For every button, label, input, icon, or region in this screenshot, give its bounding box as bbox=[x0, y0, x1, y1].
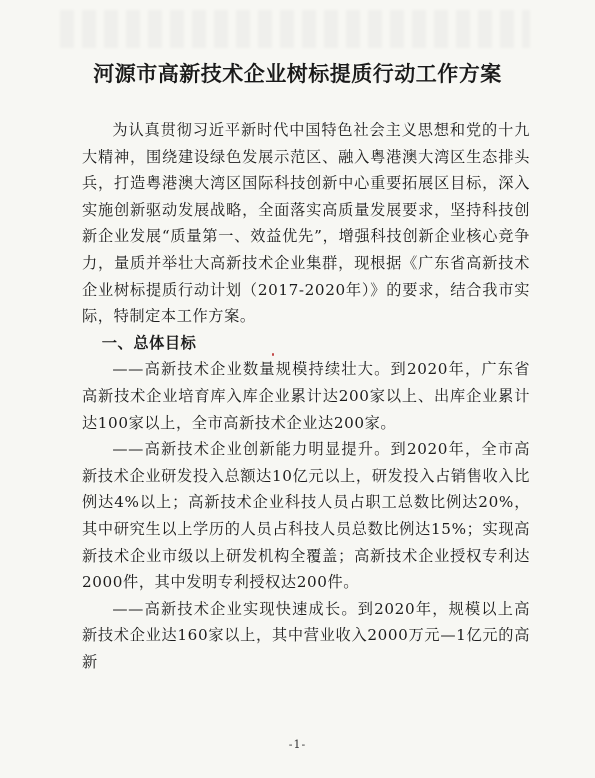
page-number: -1- bbox=[288, 738, 307, 751]
ink-mark bbox=[272, 353, 274, 356]
intro-paragraph: 为认真贯彻习近平新时代中国特色社会主义思想和党的十九大精神，围绕建设绿色发展示范区、融入粤港澳大湾区生态排头兵，打造粤港澳大湾区国际科技创新中心重要拓展区目标，深入实施创新驱动发展战略，全面落实高质量发展要求，坚持科技创新企业发展“质量第一、效益优先”，增强科技创新企业核心竞争力，量质并举壮大高新技术企业集群，现根据《广东省高新技术企业树标提质行动计划（2017-2020年）》的要求，结合我市实际，特制定本工作方案。 bbox=[82, 121, 530, 326]
goal-paragraph-growth: ——高新技术企业实现快速成长。到2020年，规模以上高新技术企业达160家以上，其中营业收入2000万元—1亿元的高新 bbox=[82, 599, 530, 671]
goal-paragraph-scale: ——高新技术企业数量规模持续壮大。到2020年，广东省高新技术企业培育库入库企业累计达200家以上、出库企业累计达100家以上，全市高新技术企业达200家。 bbox=[82, 360, 530, 432]
section-heading-overall-goals: 一、总体目标 bbox=[101, 333, 197, 352]
goal-paragraph-innovation: ——高新技术企业创新能力明显提升。到2020年，全市高新技术企业研发投入总额达10亿元以上，研发投入占销售收入比例达4%以上；高新技术企业科技人员占职工总数比例达20%，其中研究生以上学历的人员占科技人员总数比例达15%；实现高新技术企业市级以上研发机构全覆盖；高新技术企业授权专利达2000件，其中发明专利授权达200件。 bbox=[82, 440, 530, 592]
scan-bleed-through bbox=[60, 10, 530, 48]
document-title: 河源市高新技术企业树标提质行动工作方案 bbox=[93, 61, 502, 86]
document-body bbox=[82, 117, 530, 675]
